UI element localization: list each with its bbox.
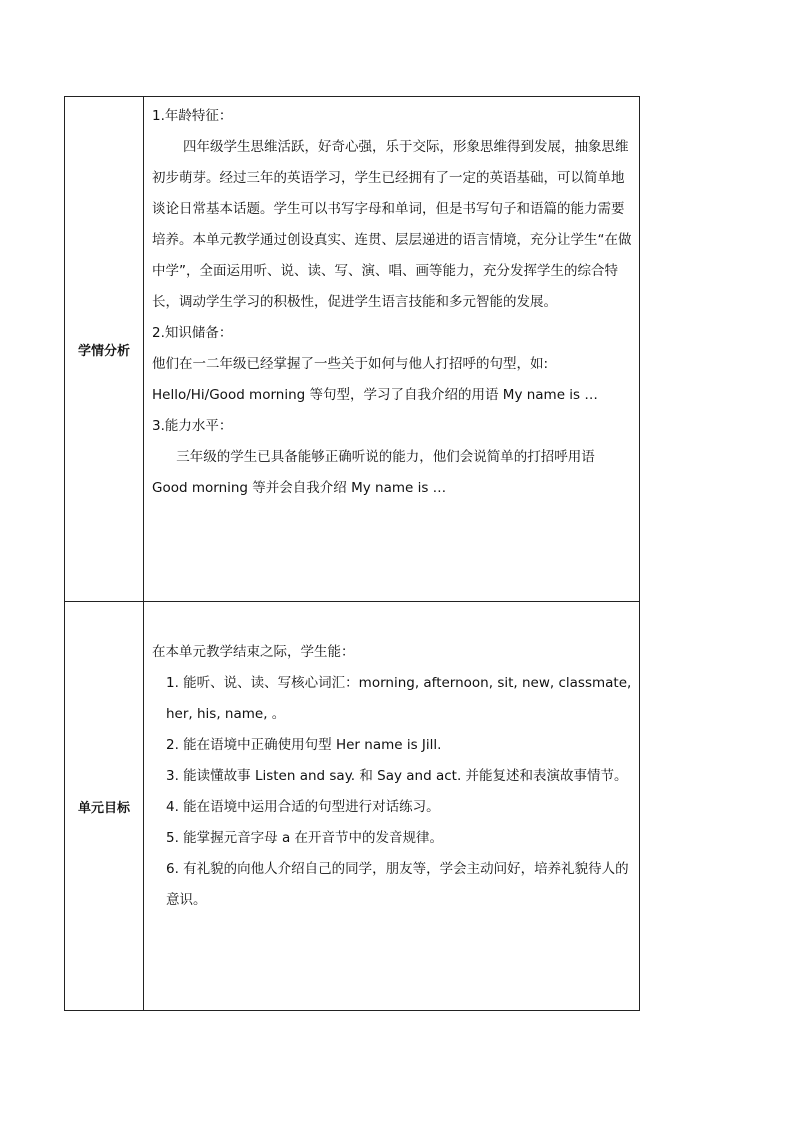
unit-goals-intro: 在本单元教学结束之际，学生能： bbox=[152, 644, 355, 660]
ability-level-heading: 3.能力水平： bbox=[152, 418, 233, 434]
table-row-unit-goals bbox=[65, 602, 640, 1011]
goal-item: 4. 能在语境中运用合适的句型进行对话练习。 bbox=[166, 799, 440, 815]
row-label-unit-goals: 单元目标 bbox=[65, 602, 144, 1011]
goal-item: 1. 能听、说、读、写核心词汇：morning, afternoon, sit, new, classmate, her, his, name, 。 bbox=[166, 675, 632, 722]
spacer bbox=[152, 606, 633, 637]
knowledge-reserve-paragraph: 他们在一二年级已经掌握了一些关于如何与他人打招呼的句型，如: Hello/Hi/Good morning 等句型，学习了自我介绍的用语 My name is … bbox=[152, 356, 598, 403]
ability-level-paragraph: 三年级的学生已具备能够正确听说的能力，他们会说简单的打招呼用语 Good morning 等并会自我介绍 My name is … bbox=[152, 449, 595, 496]
row-label-learner-analysis: 学情分析 bbox=[65, 97, 144, 602]
goal-item: 5. 能掌握元音字母 a 在开音节中的发音规律。 bbox=[166, 830, 444, 846]
age-features-paragraph: 四年级学生思维活跃，好奇心强，乐于交际，形象思维得到发展，抽象思维初步萌芽。经过三年的英语学习，学生已经拥有了一定的英语基础，可以简单地谈论日常基本话题。学生可以书写字母和单词，但是书写句子和语篇的能力需要培养。本单元教学通过创设真实、连贯、层层递进的语言情境，充分让学生“在做中学”，全面运用听、说、读、写、演、唱、画等能力，充分发挥学生的综合特长，调动学生学习的积极性，促进学生语言技能和多元智能的发展。 bbox=[152, 139, 632, 310]
unit-goals-content bbox=[144, 602, 640, 1011]
goal-item: 2. 能在语境中正确使用句型 Her name is Jill. bbox=[166, 737, 442, 753]
table-row-learner-analysis bbox=[65, 97, 640, 602]
goal-item: 3. 能读懂故事 Listen and say. 和 Say and act. 并能复述和表演故事情节。 bbox=[166, 768, 628, 784]
lesson-plan-table bbox=[64, 96, 640, 1011]
learner-analysis-content bbox=[144, 97, 640, 602]
knowledge-reserve-heading: 2.知识储备： bbox=[152, 325, 233, 341]
goal-item: 6. 有礼貌的向他人介绍自己的同学，朋友等，学会主动问好，培养礼貌待人的意识。 bbox=[166, 861, 629, 908]
age-features-heading: 1.年龄特征： bbox=[152, 108, 233, 124]
